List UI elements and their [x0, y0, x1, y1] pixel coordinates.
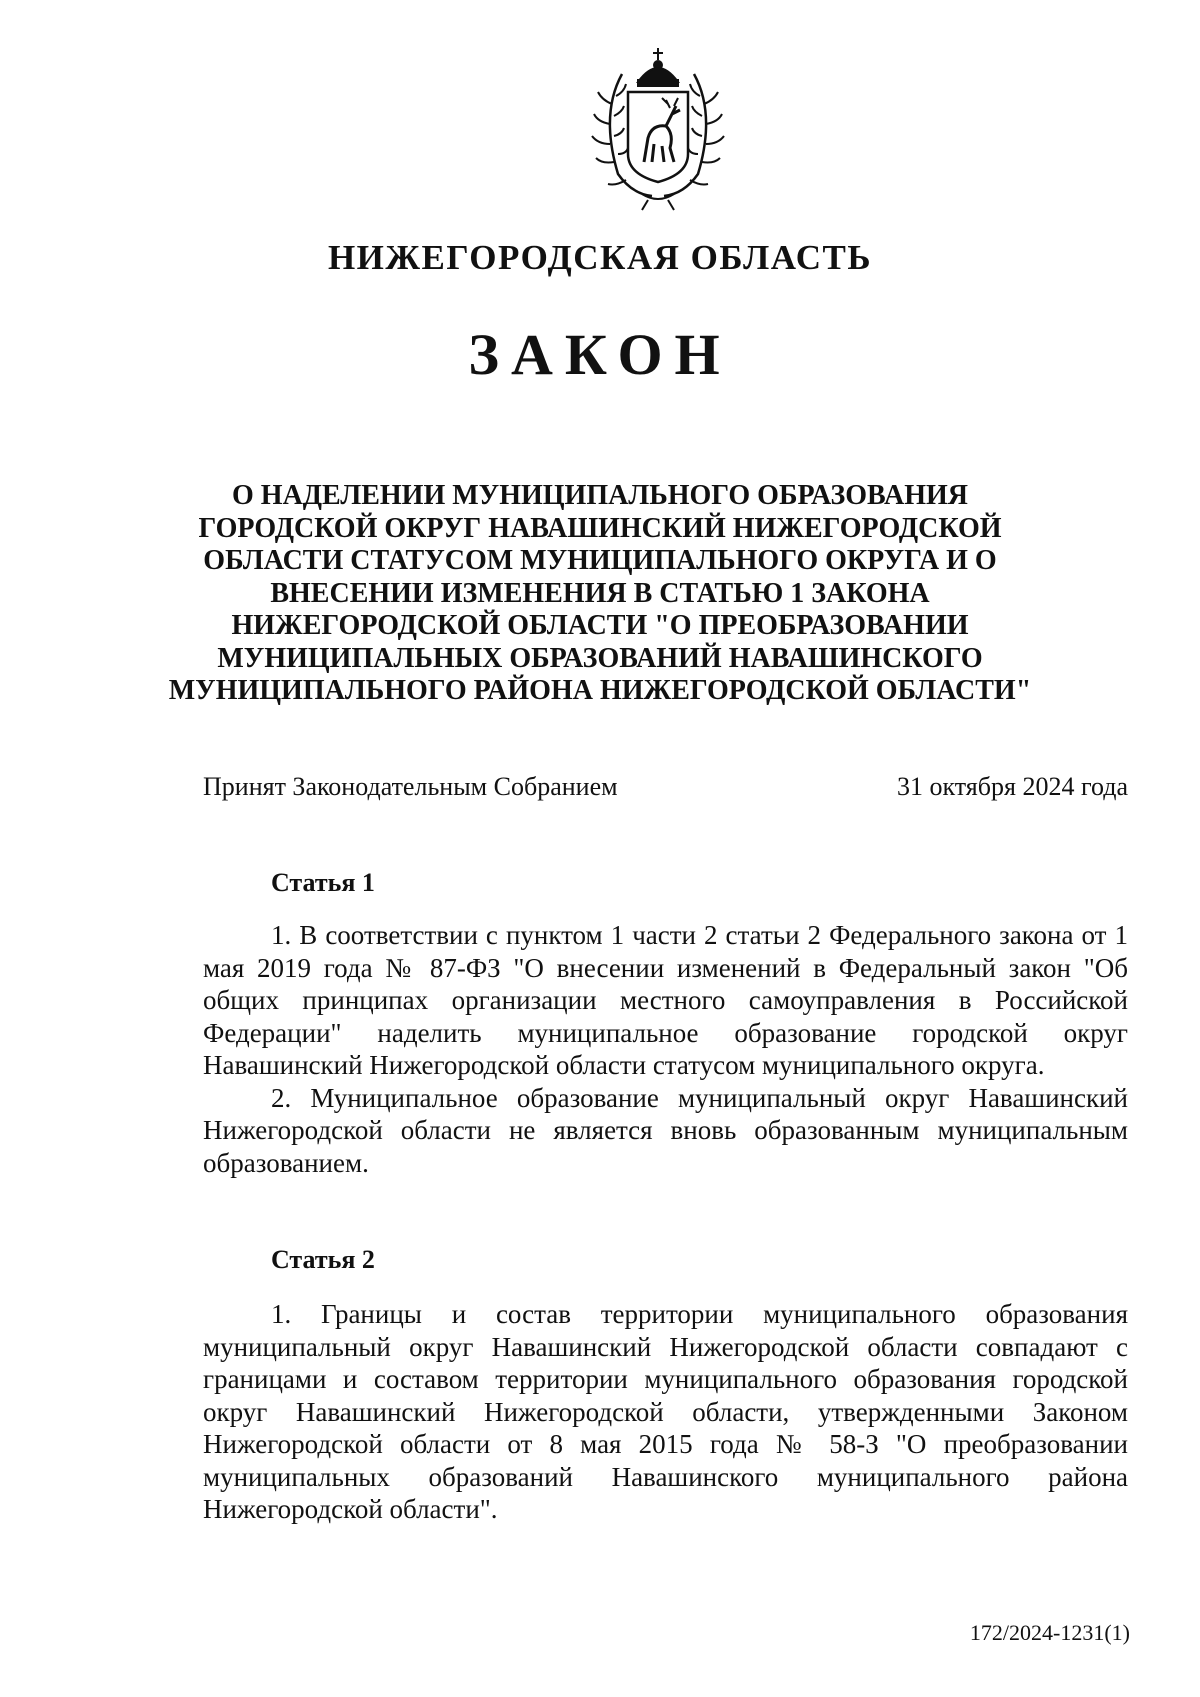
law-name-line: МУНИЦИПАЛЬНЫХ ОБРАЗОВАНИЙ НАВАШИНСКОГО: [217, 642, 983, 674]
law-name-line: О НАДЕЛЕНИИ МУНИЦИПАЛЬНОГО ОБРАЗОВАНИЯ: [232, 480, 968, 511]
coat-of-arms-icon: [582, 44, 734, 212]
law-name-line: ГОРОДСКОЙ ОКРУГ НАВАШИНСКИЙ НИЖЕГОРОДСКОЙ: [198, 512, 1002, 544]
law-name-line: МУНИЦИПАЛЬНОГО РАЙОНА НИЖЕГОРОДСКОЙ ОБЛАСТИ": [168, 675, 1032, 706]
document-number: 172/2024-1231(1): [969, 1620, 1130, 1645]
law-name: [150, 480, 1050, 708]
adoption-date: 31 октября 2024 года: [897, 772, 1128, 801]
article-2-body: [203, 1298, 1128, 1526]
article-paragraph: 2. Муниципальное образование муниципальный округ Навашинский Нижегородской области не является вновь образованным муниципальным образованием.: [203, 1082, 1128, 1178]
article-paragraph: 1. Границы и состав территории муниципального образования муниципальный округ Навашинский Нижегородской области совпадают с границами и составом территории муниципального образования городской округ Навашинский Нижегородской области, утвержденными Законом Нижегородской области от 8 мая 2015 года № 58-З "О преобразовании муниципальных образований Навашинского муниципального района Нижегородской области".: [203, 1299, 1128, 1524]
region-title: НИЖЕГОРОДСКАЯ ОБЛАСТЬ: [327, 238, 873, 277]
adoption-line: [203, 772, 1128, 802]
adopted-by: Принят Законодательным Собранием: [203, 772, 618, 801]
article-2-heading: Статья 2: [271, 1245, 375, 1274]
article-1-body: [203, 919, 1128, 1179]
article-paragraph: 1. В соответствии с пунктом 1 части 2 статьи 2 Федерального закона от 1 мая 2019 года № 87-ФЗ "О внесении изменений в Федеральный закон "Об общих принципах организации местного самоуправления в Российской Федерации" наделить муниципальное образование городской округ Навашинский Нижегородской области статусом муниципального округа.: [203, 920, 1128, 1080]
law-name-line: ОБЛАСТИ СТАТУСОМ МУНИЦИПАЛЬНОГО ОКРУГА И О: [203, 545, 997, 576]
document-type-title: ЗАКОН: [468, 322, 732, 387]
law-name-line: ВНЕСЕНИИ ИЗМЕНЕНИЯ В СТАТЬЮ 1 ЗАКОНА: [270, 577, 930, 609]
article-1-heading: Статья 1: [271, 868, 375, 897]
law-name-line: НИЖЕГОРОДСКОЙ ОБЛАСТИ "О ПРЕОБРАЗОВАНИИ: [231, 610, 969, 641]
